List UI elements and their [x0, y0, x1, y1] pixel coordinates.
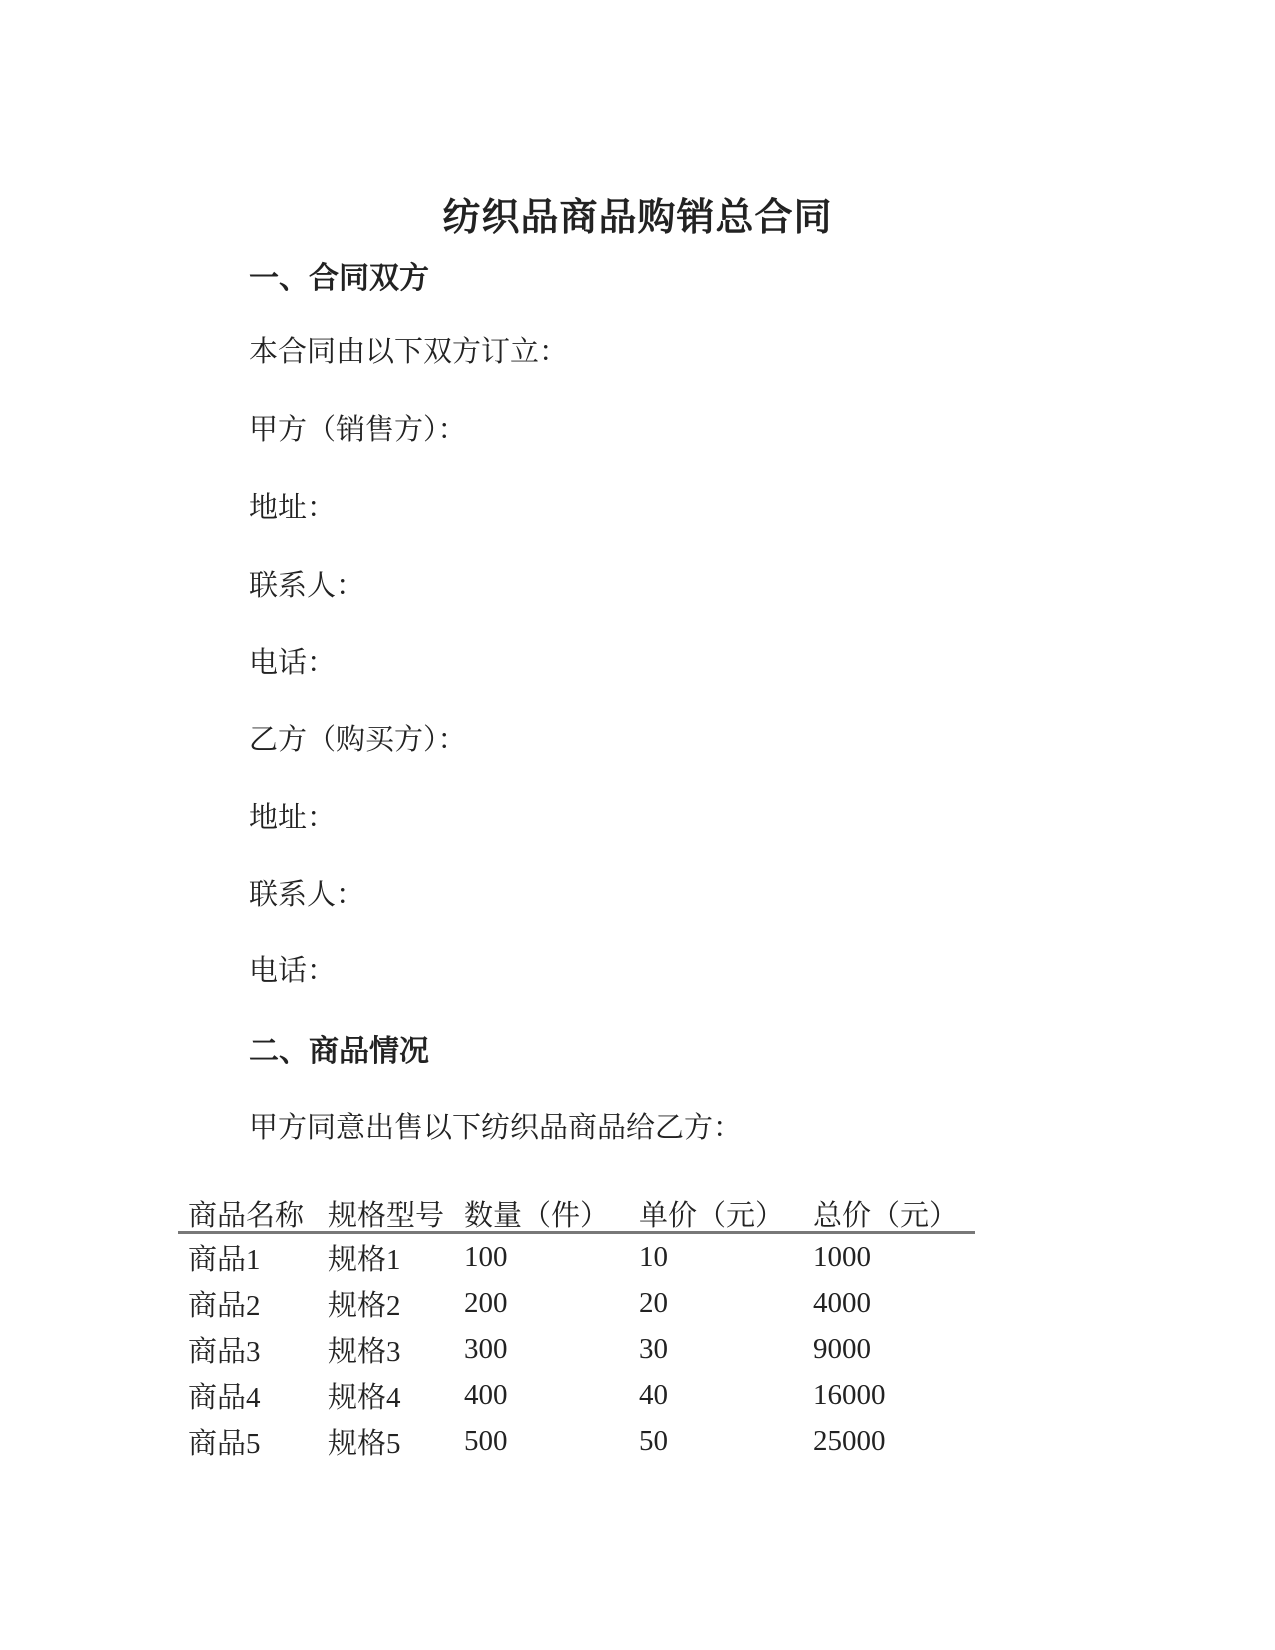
table-cell-total-price: 9000: [813, 1332, 871, 1365]
table-cell-spec-model: 规格3: [328, 1335, 401, 1368]
party-a-address-line: 地址：: [249, 492, 337, 524]
table-cell-spec-model: 规格5: [328, 1427, 401, 1460]
section-1-heading: 一、合同双方: [249, 262, 429, 295]
table-cell-product-name: 商品2: [188, 1289, 261, 1322]
column-header-spec-model: 规格型号: [328, 1200, 445, 1232]
table-cell-unit-price: 20: [639, 1286, 668, 1319]
column-header-total-price: 总价（元）: [813, 1200, 959, 1232]
party-b-address-line: 地址：: [249, 802, 337, 834]
table-row: [178, 1326, 975, 1372]
goods-table-body: [178, 1234, 975, 1464]
table-row: [178, 1280, 975, 1326]
table-cell-spec-model: 规格4: [328, 1381, 401, 1414]
goods-intro-line: 甲方同意出售以下纺织品商品给乙方：: [249, 1112, 743, 1144]
table-row: [178, 1234, 975, 1280]
table-cell-product-name: 商品5: [188, 1427, 261, 1460]
table-cell-quantity: 500: [464, 1424, 508, 1457]
table-cell-total-price: 1000: [813, 1240, 871, 1273]
section-2-heading: 二、商品情况: [249, 1035, 429, 1068]
party-a-phone-line: 电话：: [249, 647, 337, 679]
document-title: 纺织品商品购销总合同: [442, 197, 833, 239]
table-cell-unit-price: 30: [639, 1332, 668, 1365]
table-cell-unit-price: 50: [639, 1424, 668, 1457]
column-header-unit-price: 单价（元）: [639, 1200, 785, 1232]
table-cell-total-price: 25000: [813, 1424, 886, 1457]
table-cell-spec-model: 规格2: [328, 1289, 401, 1322]
goods-table-header-row: [178, 1201, 975, 1231]
table-row: [178, 1372, 975, 1418]
table-cell-quantity: 200: [464, 1286, 508, 1319]
party-b-phone-line: 电话：: [249, 955, 337, 987]
table-cell-unit-price: 10: [639, 1240, 668, 1273]
goods-table: [178, 1201, 975, 1464]
table-cell-unit-price: 40: [639, 1378, 668, 1411]
party-b-contact-line: 联系人：: [249, 879, 366, 911]
table-cell-product-name: 商品3: [188, 1335, 261, 1368]
table-cell-quantity: 400: [464, 1378, 508, 1411]
party-a-contact-line: 联系人：: [249, 570, 366, 602]
table-cell-total-price: 4000: [813, 1286, 871, 1319]
table-row: [178, 1418, 975, 1464]
party-a-label-line: 甲方（销售方）：: [249, 414, 467, 446]
table-cell-product-name: 商品4: [188, 1381, 261, 1414]
parties-intro-line: 本合同由以下双方订立：: [249, 336, 569, 368]
table-cell-total-price: 16000: [813, 1378, 886, 1411]
column-header-quantity: 数量（件）: [464, 1200, 610, 1232]
table-cell-quantity: 100: [464, 1240, 508, 1273]
column-header-product-name: 商品名称: [188, 1200, 305, 1232]
table-cell-quantity: 300: [464, 1332, 508, 1365]
table-cell-spec-model: 规格1: [328, 1243, 401, 1276]
party-b-label-line: 乙方（购买方）：: [249, 724, 467, 756]
table-cell-product-name: 商品1: [188, 1243, 261, 1276]
